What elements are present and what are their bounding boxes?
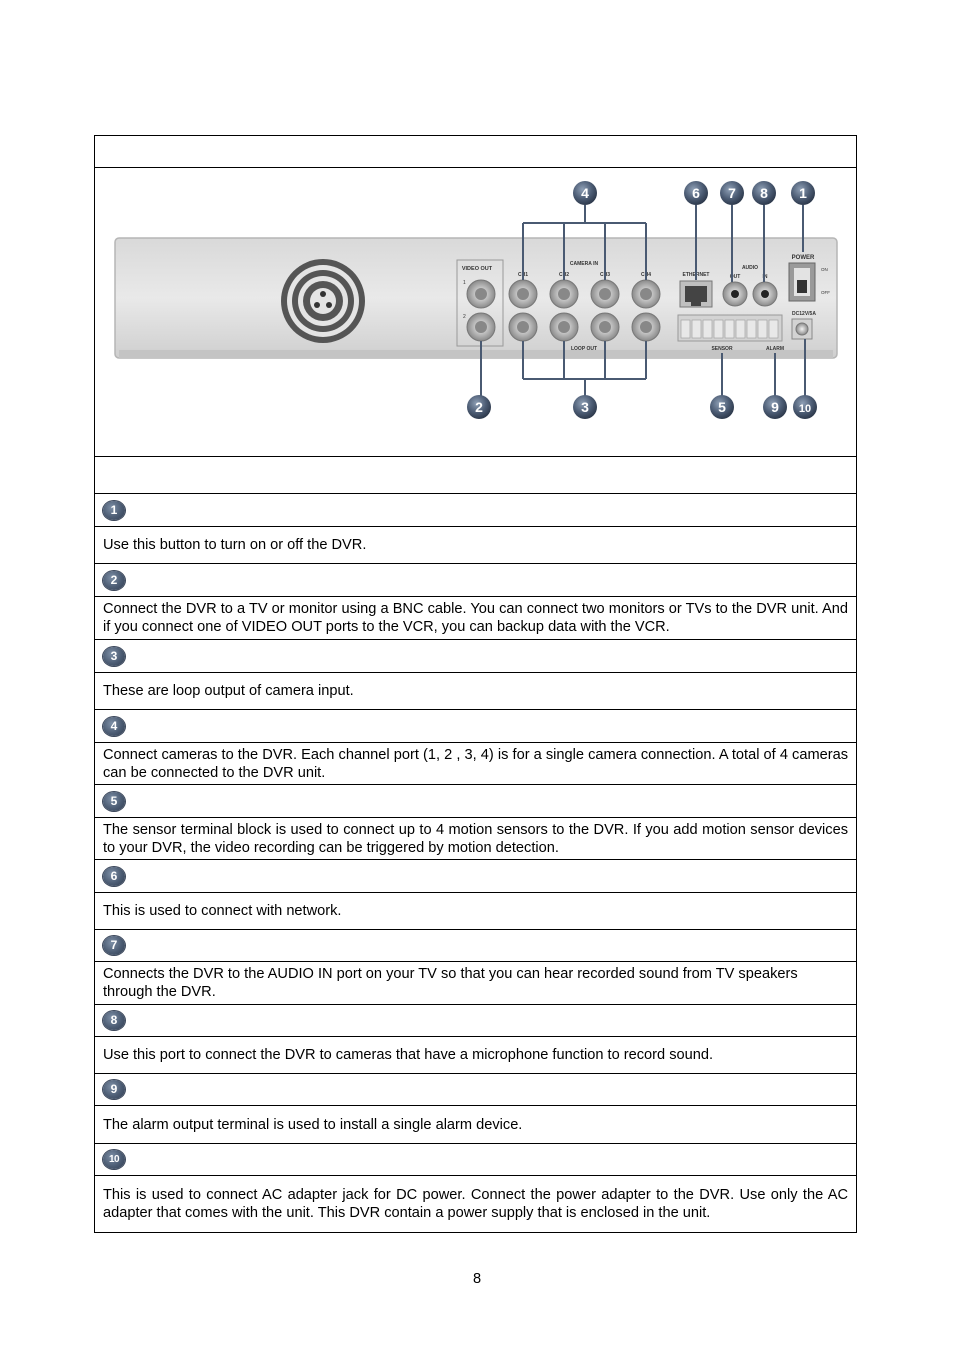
audio-in-label: IN [762, 274, 768, 280]
diagram-row [95, 167, 856, 456]
item-2-badge-row [95, 563, 856, 596]
ch2-label: CH2 [558, 272, 570, 278]
number-badge-4: 4 [103, 717, 125, 736]
callout-2 [467, 395, 491, 419]
ethernet-label: ETHERNET [682, 272, 710, 278]
item-3-badge-row [95, 639, 856, 672]
item-6-desc-row [95, 892, 856, 929]
item-1-badge-row [95, 493, 856, 526]
number-badge-1: 1 [103, 501, 125, 520]
item-6-description: This is used to connect with network. [103, 903, 342, 919]
camera-in-label: CAMERA IN [569, 261, 599, 267]
item-5-description: The sensor terminal block is used to connect up to 4 motion sensors to the DVR. If you add motion sensor devices to your DVR, the video recording can be triggered by motion detection. [103, 822, 848, 856]
power-label: POWER [791, 255, 815, 261]
number-badge-9: 9 [103, 1080, 125, 1099]
number-badge-6: 6 [103, 867, 125, 886]
svg-text:10: 10 [798, 403, 812, 415]
ch3-label: CH3 [599, 272, 611, 278]
table-subheader-row [95, 456, 856, 493]
svg-text:7: 7 [728, 185, 736, 201]
item-5-badge-row [95, 784, 856, 817]
callout-9 [763, 395, 787, 419]
item-10-desc-row [95, 1175, 856, 1233]
ch1-label: CH1 [517, 272, 529, 278]
svg-text:2: 2 [475, 399, 483, 415]
item-3-desc-row [95, 672, 856, 709]
svg-text:9: 9 [771, 399, 779, 415]
item-9-badge-row [95, 1073, 856, 1105]
rear-panel-table [94, 135, 857, 1233]
number-badge-5: 5 [103, 792, 125, 811]
number-badge-8: 8 [103, 1011, 125, 1030]
item-3-description: These are loop output of camera input. [103, 683, 354, 699]
video-out-label: VIDEO OUT [461, 266, 493, 272]
item-4-description: Connect cameras to the DVR. Each channel port (1, 2 , 3, 4) is for a single camera connection. A total of 4 cameras can be connected to the DVR unit. [103, 747, 848, 781]
sensor-label: SENSOR [711, 346, 733, 352]
ch4-label: CH4 [640, 272, 652, 278]
alarm-label: ALARM [765, 346, 785, 352]
callout-7 [720, 181, 744, 205]
item-8-desc-row [95, 1036, 856, 1073]
number-badge-2: 2 [103, 571, 125, 590]
svg-text:3: 3 [581, 399, 589, 415]
dvr-rear-panel-diagram [95, 168, 856, 457]
svg-text:1: 1 [799, 185, 807, 201]
audio-out-label: OUT [729, 274, 741, 280]
item-4-desc-row [95, 742, 856, 784]
power-on-label: ON [821, 267, 828, 272]
item-1-description: Use this button to turn on or off the DVR. [103, 537, 367, 553]
svg-text:4: 4 [581, 185, 589, 201]
callout-3 [573, 395, 597, 419]
item-4-badge-row [95, 709, 856, 742]
page-number: 8 [472, 1271, 482, 1287]
item-7-badge-row [95, 929, 856, 961]
power-off-label: OFF [821, 290, 830, 295]
number-badge-10: 10 [103, 1150, 125, 1169]
number-badge-7: 7 [103, 936, 125, 955]
item-6-badge-row [95, 859, 856, 892]
item-10-badge-row [95, 1143, 856, 1175]
item-10-description: This is used to connect AC adapter jack for DC power. Connect the power adapter to the DVR. Use only the AC adapter that comes with the unit. This DVR contain a power supply that is enclosed in the unit. [103, 1187, 848, 1221]
callout-6 [684, 181, 708, 205]
video-out-1-label: 1 [463, 280, 466, 286]
callout-8 [752, 181, 776, 205]
table-header-row [95, 135, 856, 167]
callout-10 [793, 395, 817, 419]
svg-text:8: 8 [760, 185, 768, 201]
item-9-description: The alarm output terminal is used to install a single alarm device. [103, 1116, 523, 1133]
fan-icon [281, 259, 365, 343]
callout-5 [710, 395, 734, 419]
number-badge-3: 3 [103, 647, 125, 666]
callout-1 [791, 181, 815, 205]
item-5-desc-row [95, 817, 856, 859]
audio-label: AUDIO [741, 265, 759, 271]
item-1-desc-row [95, 526, 856, 563]
item-8-description: Use this port to connect the DVR to cameras that have a microphone function to record sound. [103, 1047, 714, 1063]
video-out-2-label: 2 [463, 314, 466, 320]
svg-text:5: 5 [718, 399, 726, 415]
dc-label: DC12V/5A [792, 311, 816, 317]
loop-out-label: LOOP OUT [570, 346, 598, 352]
callout-4 [573, 181, 597, 205]
svg-text:6: 6 [692, 185, 700, 201]
item-9-desc-row [95, 1105, 856, 1143]
item-2-desc-row [95, 596, 856, 639]
item-7-desc-row [95, 961, 856, 1004]
item-7-description: Connects the DVR to the AUDIO IN port on your TV so that you can hear recorded sound from TV speakers through the DVR. [103, 966, 798, 1000]
item-2-description: Connect the DVR to a TV or monitor using a BNC cable. You can connect two monitors or TVs to the DVR unit. And if you connect one of VIDEO OUT ports to the VCR, you can backup data with the VCR. [103, 601, 848, 635]
item-8-badge-row [95, 1004, 856, 1036]
